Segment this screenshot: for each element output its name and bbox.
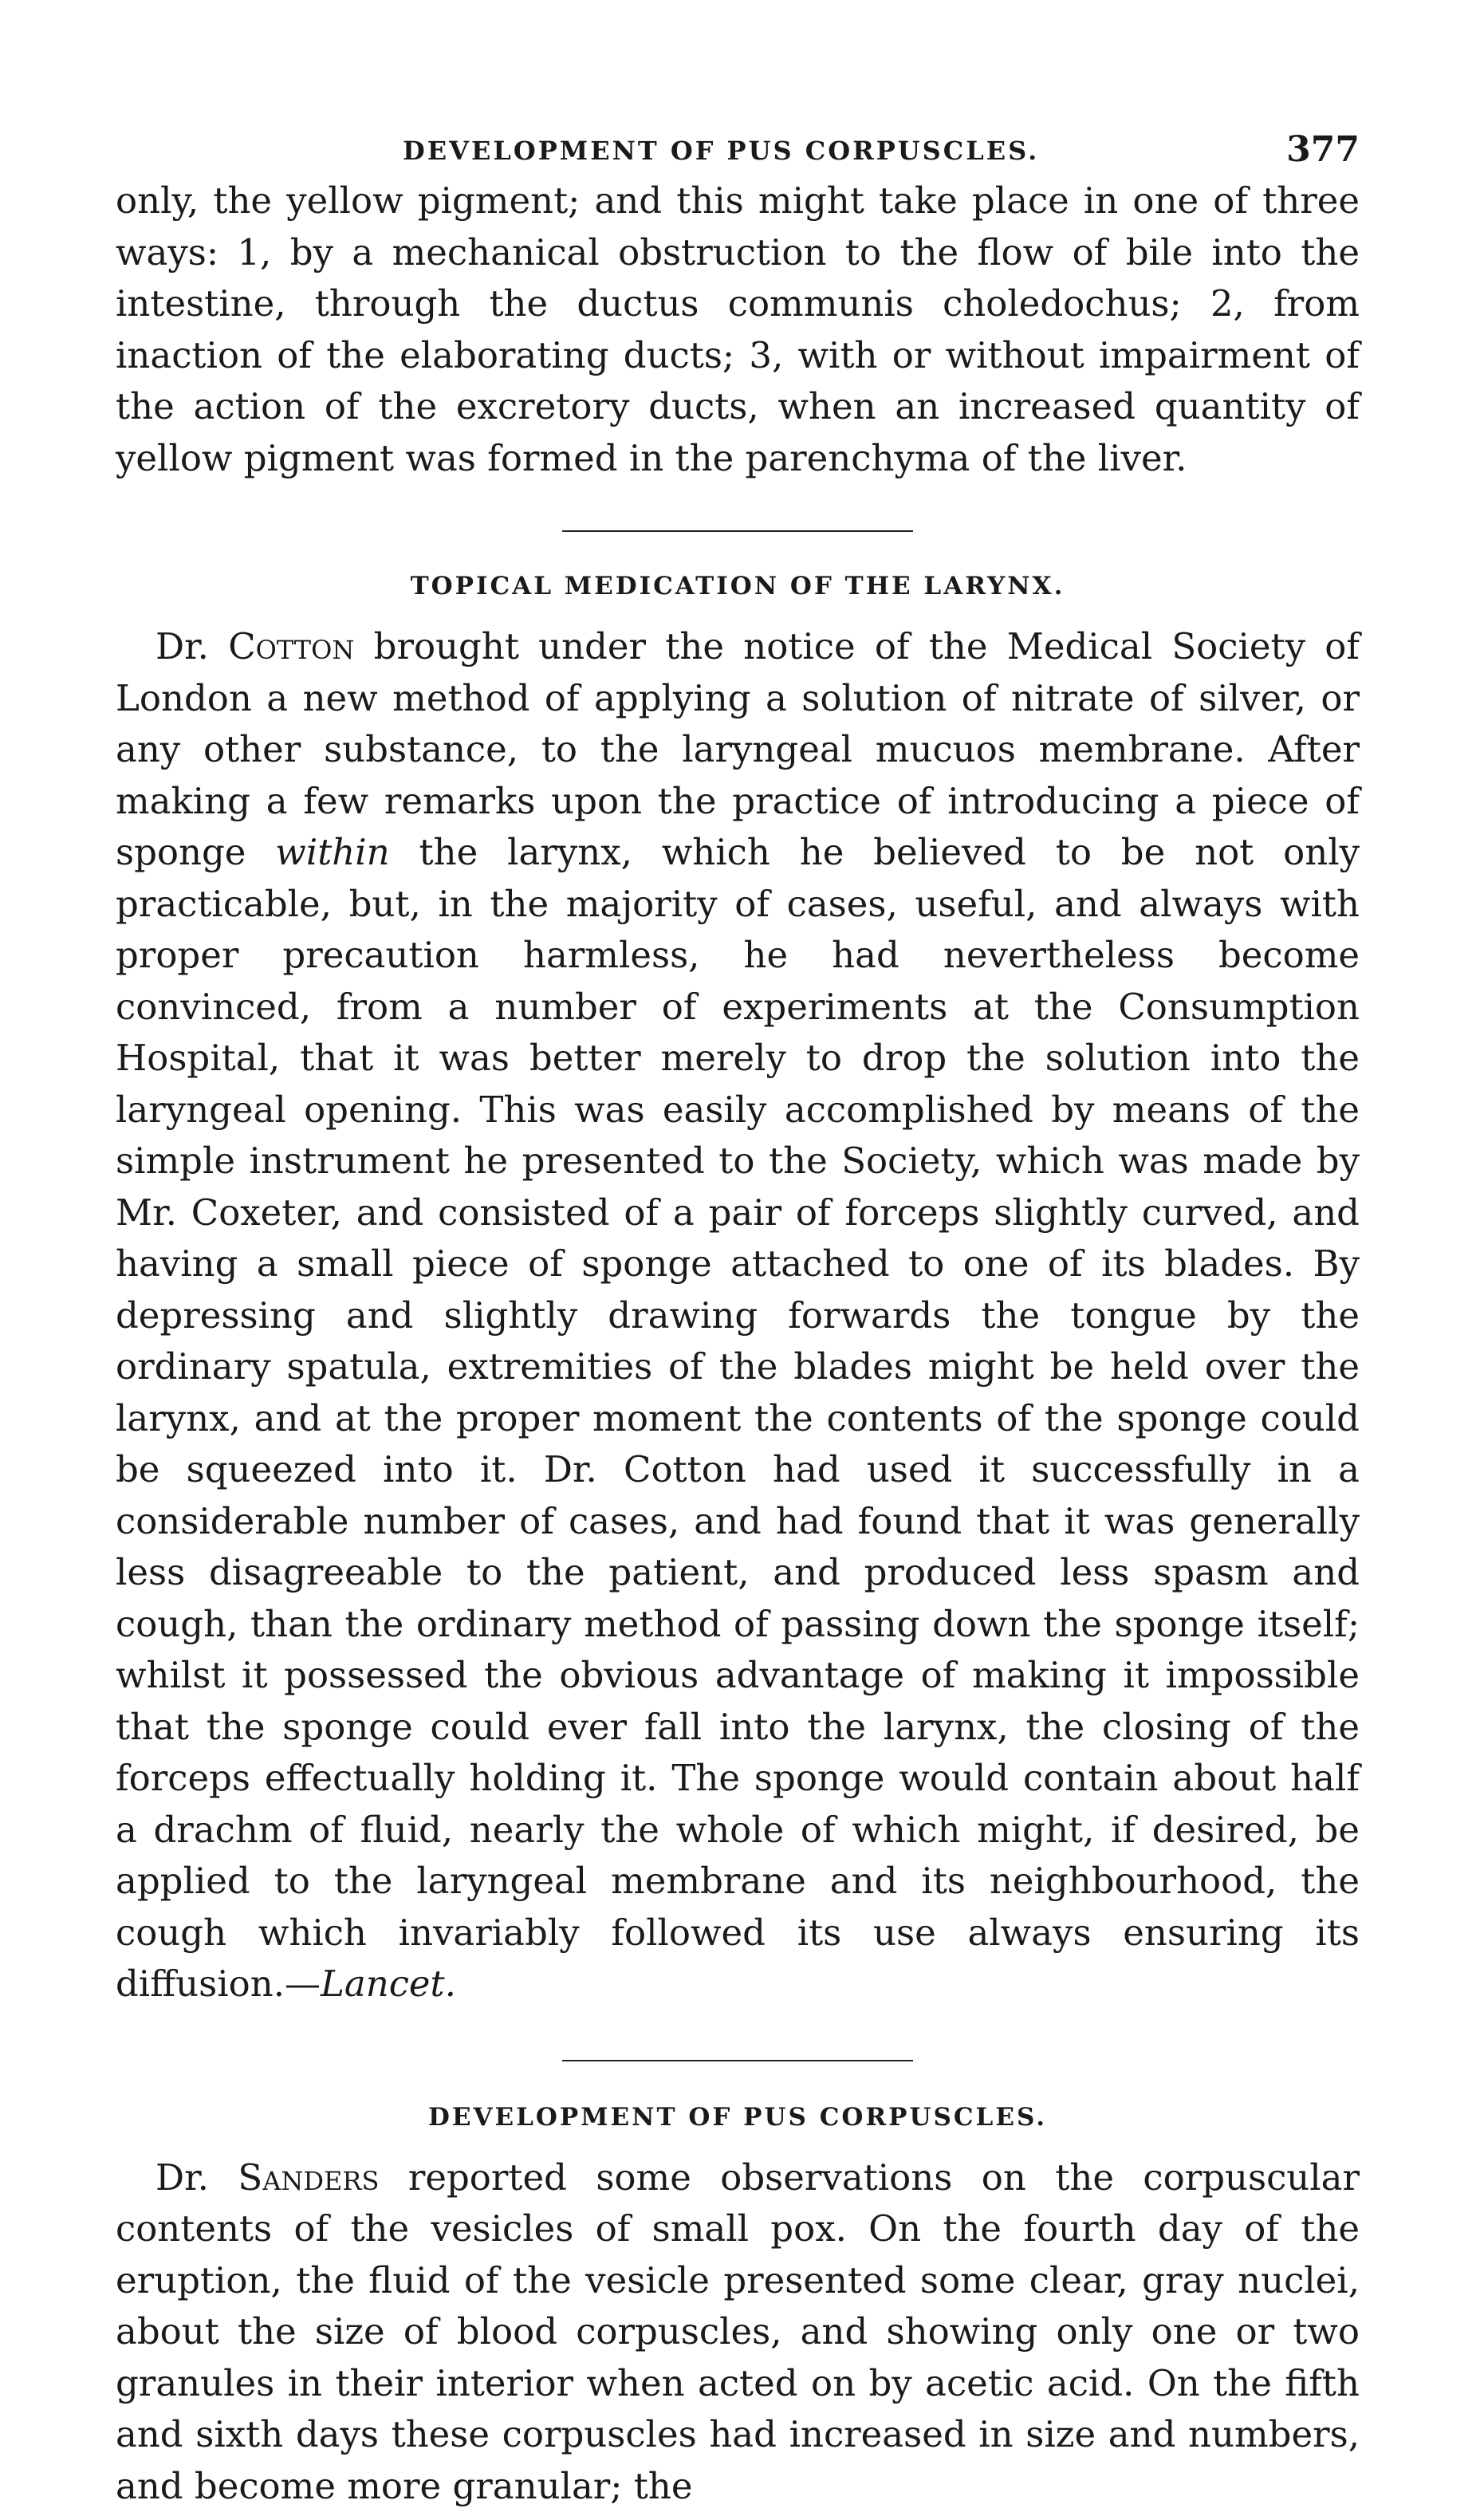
book-page <box>116 120 1360 2512</box>
author-name: Sanders <box>238 2156 379 2199</box>
emphasis-word: within <box>275 831 389 873</box>
section-body-topical-medication <box>116 621 1360 2010</box>
section-heading-topical-medication: TOPICAL MEDICATION OF THE LARYNX. <box>116 572 1360 600</box>
running-title: DEVELOPMENT OF PUS CORPUSCLES. <box>403 136 1039 166</box>
section-body-pus-corpuscles <box>116 2152 1360 2512</box>
author-prefix: Dr. <box>155 625 209 667</box>
author-prefix: Dr. <box>155 2156 209 2199</box>
page-number: 377 <box>1286 129 1360 170</box>
body-text: reported some observations on the corpuscular contents of the vesicles of small pox. On the fourth day of the eruption, the fluid of the vesicle presented some clear, gray nuclei, about the size of blood corpuscles, and showing only one or two granules in their interior when acted on by acetic acid. On the fifth and sixth days these corpuscles had increased in size and numbers, and become more granular; the <box>116 2156 1360 2507</box>
body-text: the larynx, which he believed to be not only practicable, but, in the majority of cases, useful, and always with proper precaution harmless, he had nevertheless become convinced, from a number of experiments at the Consumption Hospital, that it was better merely to drop the solution into the laryngeal opening. This was easily accomplished by means of the simple instrument he presented to the Society, which was made by Mr. Coxeter, and consisted of a pair of forceps slightly curved, and having a small piece of sponge attached to one of its blades. By depressing and slightly drawing forwards the tongue by the ordinary spatula, extremities of the blades might be held over the larynx, and at the proper moment the contents of the sponge could be squeezed into it. Dr. Cotton had used it successfully in a considerable number of cases, and had found that it was generally less disagreeable to the patient, and produced less spasm and cough, than the ordinary method of passing down the sponge itself; whilst it possessed the obvious advantage of making it impossible that the sponge could ever fall into the larynx, the closing of the forceps effectually holding it. The sponge would contain about half a drachm of fluid, nearly the whole of which might, if desired, be applied to the laryngeal membrane and its neighbourhood, the cough which invariably followed its use always ensuring its diffusion.— <box>116 831 1360 2005</box>
running-head <box>116 120 1360 175</box>
section-heading-pus-corpuscles: DEVELOPMENT OF PUS CORPUSCLES. <box>116 2103 1360 2132</box>
body-text: brought under the notice of the Medical Society of London a new method of applying a solution of nitrate of silver, or any other substance, to the laryngeal mucuos membrane. After making a few remarks upon the practice of introducing a piece of sponge <box>116 625 1360 873</box>
source-citation: Lancet. <box>321 1963 456 2005</box>
intro-paragraph: only, the yellow pigment; and this might take place in one of three ways: 1, by a mechanical obstruction to the flow of bile into the intestine, through the ductus communis choledochus; 2, from inaction of the elaborating ducts; 3, with or without impairment of the action of the excretory ducts, when an increased quantity of yellow pigment was formed in the parenchyma of the liver. <box>116 175 1360 484</box>
author-name: Cotton <box>228 625 354 667</box>
